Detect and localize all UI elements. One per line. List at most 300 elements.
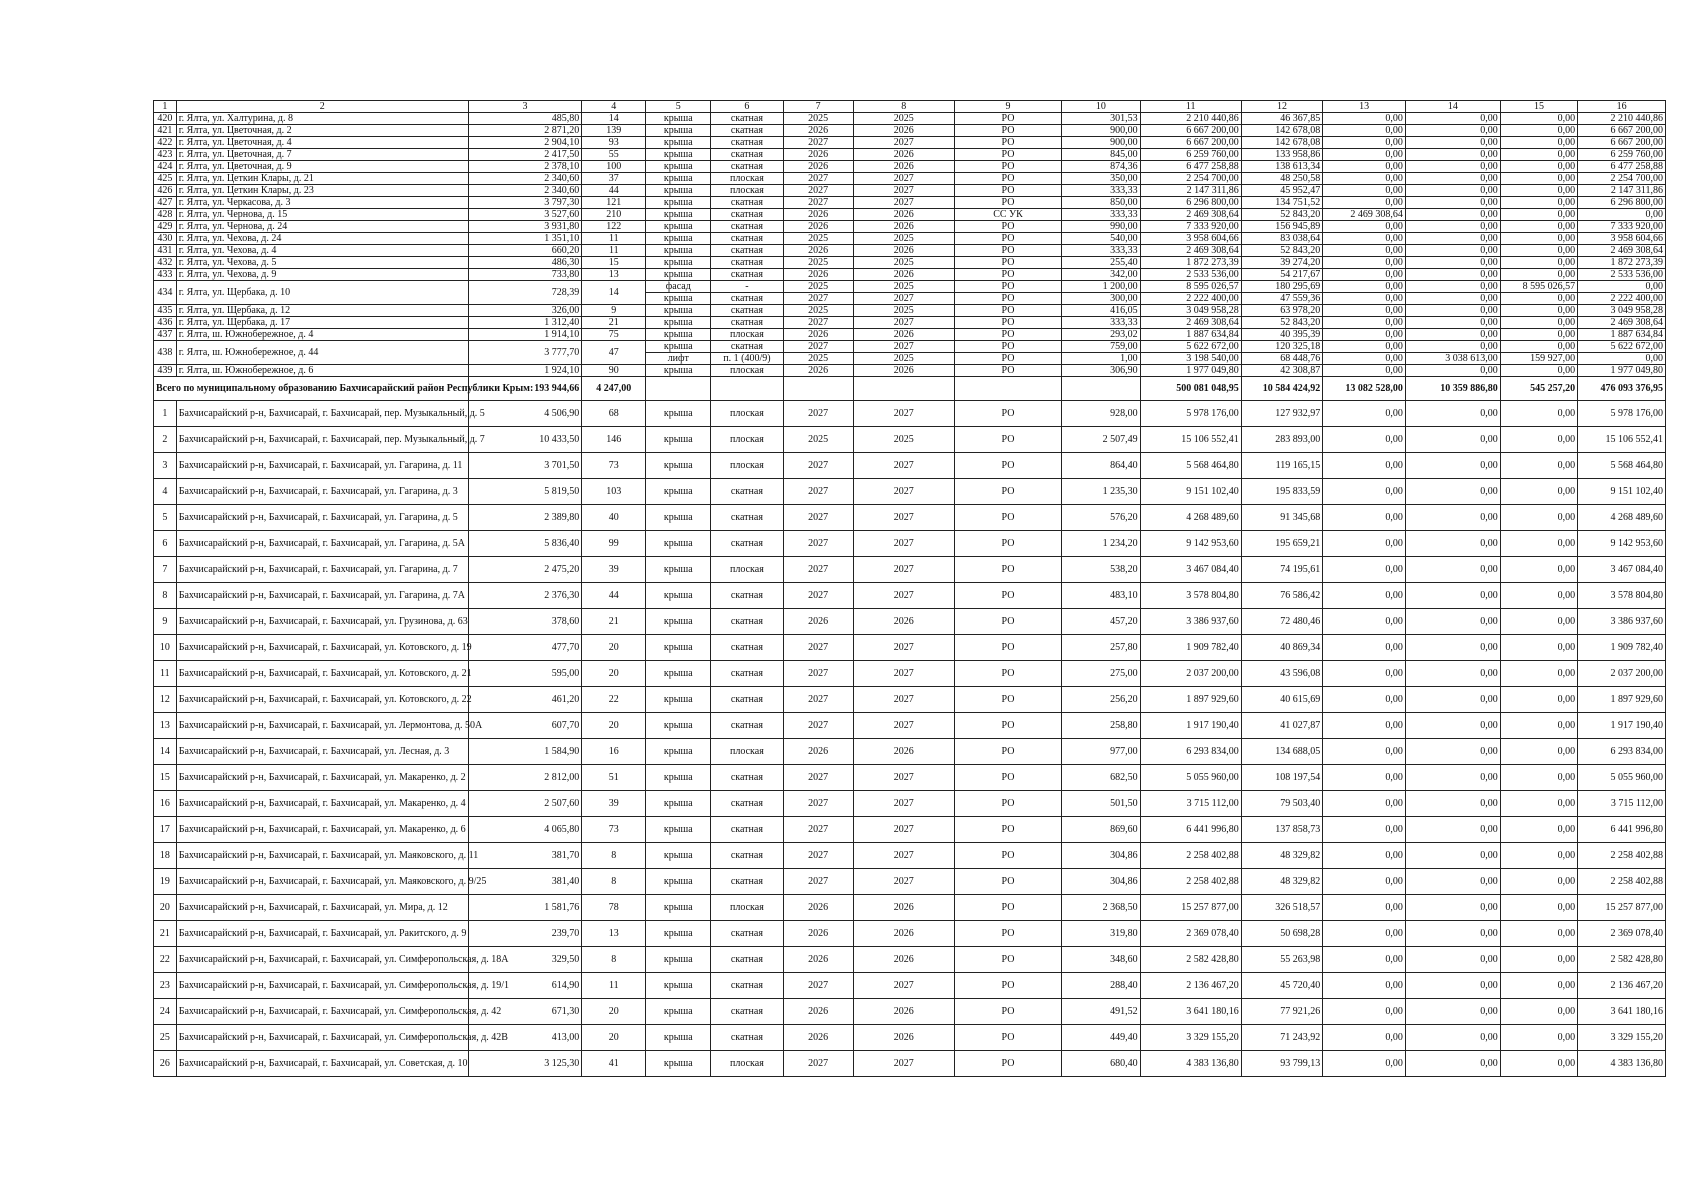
row-number-cell: 436 xyxy=(154,317,177,329)
value-cell-c16: 15 257 877,00 xyxy=(1578,895,1666,921)
row-number-cell: 9 xyxy=(154,609,177,635)
value-cell-c13: 0,00 xyxy=(1323,401,1406,427)
value-cell-c5: крыша xyxy=(646,843,711,869)
value-cell-c15: 0,00 xyxy=(1500,245,1577,257)
row-number-cell: 424 xyxy=(154,161,177,173)
value-cell-c12: 40 869,34 xyxy=(1241,635,1323,661)
value-cell-c9: РО xyxy=(954,233,1061,245)
value-cell-c12: 195 659,21 xyxy=(1241,531,1323,557)
value-cell-c16: 5 622 672,00 xyxy=(1578,341,1666,353)
value-cell-c13: 0,00 xyxy=(1323,305,1406,317)
value-cell-c9: РО xyxy=(954,869,1061,895)
value-cell-c7: 2027 xyxy=(783,197,853,209)
value-cell-c9: РО xyxy=(954,329,1061,341)
value-cell-c7: 2027 xyxy=(783,1051,853,1077)
table-row xyxy=(154,245,1666,257)
value-cell-c5: крыша xyxy=(646,921,711,947)
value-cell-c4: 8 xyxy=(582,947,646,973)
value-cell-c9: РО xyxy=(954,137,1061,149)
empty-cell xyxy=(646,377,711,401)
value-cell-c13: 0,00 xyxy=(1323,583,1406,609)
value-cell-c9: РО xyxy=(954,293,1061,305)
value-cell-c16: 4 383 136,80 xyxy=(1578,1051,1666,1077)
value-cell-c6: плоская xyxy=(711,365,783,377)
value-cell-c8: 2026 xyxy=(853,329,954,341)
total-col13-cell: 13 082 528,00 xyxy=(1323,377,1406,401)
value-cell-c15: 0,00 xyxy=(1500,427,1577,453)
value-cell-c16: 3 329 155,20 xyxy=(1578,1025,1666,1051)
value-cell-c15: 0,00 xyxy=(1500,895,1577,921)
table-row xyxy=(154,365,1666,377)
value-cell-c3: 477,70 xyxy=(468,635,582,661)
value-cell-c6: скатная xyxy=(711,197,783,209)
value-cell-c5: лифт xyxy=(646,353,711,365)
value-cell-c5: крыша xyxy=(646,269,711,281)
value-cell-c14: 0,00 xyxy=(1405,661,1500,687)
value-cell-c14: 0,00 xyxy=(1405,245,1500,257)
table-row xyxy=(154,173,1666,185)
value-cell-c9: РО xyxy=(954,1051,1061,1077)
value-cell-c5: фасад xyxy=(646,281,711,293)
value-cell-c12: 180 295,69 xyxy=(1241,281,1323,293)
value-cell-c15: 0,00 xyxy=(1500,341,1577,353)
empty-cell xyxy=(783,377,853,401)
value-cell-c7: 2025 xyxy=(783,257,853,269)
value-cell-c7: 2026 xyxy=(783,999,853,1025)
table-row xyxy=(154,505,1666,531)
value-cell-c10: 300,00 xyxy=(1062,293,1140,305)
value-cell-c7: 2027 xyxy=(783,505,853,531)
value-cell-c15: 8 595 026,57 xyxy=(1500,281,1577,293)
value-cell-c9: РО xyxy=(954,843,1061,869)
value-cell-c10: 874,36 xyxy=(1062,161,1140,173)
value-cell-c10: 333,33 xyxy=(1062,245,1140,257)
value-cell-c12: 134 751,52 xyxy=(1241,197,1323,209)
value-cell-c4: 39 xyxy=(582,557,646,583)
value-cell-c15: 0,00 xyxy=(1500,713,1577,739)
value-cell-c12: 91 345,68 xyxy=(1241,505,1323,531)
value-cell-c10: 682,50 xyxy=(1062,765,1140,791)
address-cell: г. Ялта, ш. Южнобережное, д. 44 xyxy=(176,341,468,365)
value-cell-c11: 3 641 180,16 xyxy=(1140,999,1241,1025)
value-cell-c16: 4 268 489,60 xyxy=(1578,505,1666,531)
row-number-cell: 438 xyxy=(154,341,177,365)
table-row xyxy=(154,161,1666,173)
value-cell-c5: крыша xyxy=(646,293,711,305)
value-cell-c6: плоская xyxy=(711,895,783,921)
value-cell-c14: 0,00 xyxy=(1405,947,1500,973)
value-cell-c10: 680,40 xyxy=(1062,1051,1140,1077)
value-cell-c16: 9 142 953,60 xyxy=(1578,531,1666,557)
value-cell-c15: 0,00 xyxy=(1500,947,1577,973)
value-cell-c4: 139 xyxy=(582,125,646,137)
value-cell-c7: 2025 xyxy=(783,427,853,453)
value-cell-c14: 0,00 xyxy=(1405,233,1500,245)
value-cell-c4: 13 xyxy=(582,921,646,947)
value-cell-c16: 1 909 782,40 xyxy=(1578,635,1666,661)
row-number-cell: 431 xyxy=(154,245,177,257)
value-cell-c14: 0,00 xyxy=(1405,427,1500,453)
value-cell-c7: 2025 xyxy=(783,305,853,317)
value-cell-c7: 2026 xyxy=(783,221,853,233)
value-cell-c13: 0,00 xyxy=(1323,635,1406,661)
value-cell-c12: 72 480,46 xyxy=(1241,609,1323,635)
value-cell-c3: 378,60 xyxy=(468,609,582,635)
value-cell-c6: плоская xyxy=(711,329,783,341)
value-cell-c10: 333,33 xyxy=(1062,185,1140,197)
table-row xyxy=(154,583,1666,609)
value-cell-c13: 0,00 xyxy=(1323,453,1406,479)
value-cell-c13: 0,00 xyxy=(1323,947,1406,973)
value-cell-c14: 0,00 xyxy=(1405,113,1500,125)
value-cell-c14: 0,00 xyxy=(1405,999,1500,1025)
value-cell-c7: 2027 xyxy=(783,583,853,609)
value-cell-c11: 5 978 176,00 xyxy=(1140,401,1241,427)
column-number-cell: 3 xyxy=(468,101,582,113)
value-cell-c13: 0,00 xyxy=(1323,687,1406,713)
table-row xyxy=(154,1025,1666,1051)
row-number-cell: 439 xyxy=(154,365,177,377)
value-cell-c11: 1 917 190,40 xyxy=(1140,713,1241,739)
value-cell-c11: 3 329 155,20 xyxy=(1140,1025,1241,1051)
table-row xyxy=(154,113,1666,125)
value-cell-c12: 326 518,57 xyxy=(1241,895,1323,921)
value-cell-c10: 977,00 xyxy=(1062,739,1140,765)
address-cell: Бахчисарайский р-н, Бахчисарай, г. Бахчисарай, ул. Маяковского, д. 9/25 xyxy=(176,869,468,895)
value-cell-c6: скатная xyxy=(711,765,783,791)
table-row xyxy=(154,221,1666,233)
value-cell-c3: 3 125,30 xyxy=(468,1051,582,1077)
value-cell-c14: 0,00 xyxy=(1405,269,1500,281)
total-label-cell: Всего по муниципальному образованию Бахчисарайский район Республики Крым: xyxy=(154,377,469,401)
value-cell-c3: 2 340,60 xyxy=(468,185,582,197)
value-cell-c8: 2027 xyxy=(853,401,954,427)
value-cell-c9: РО xyxy=(954,161,1061,173)
value-cell-c3: 733,80 xyxy=(468,269,582,281)
value-cell-c3: 4 506,90 xyxy=(468,401,582,427)
value-cell-c15: 0,00 xyxy=(1500,557,1577,583)
value-cell-c16: 1 897 929,60 xyxy=(1578,687,1666,713)
value-cell-c9: РО xyxy=(954,401,1061,427)
value-cell-c14: 0,00 xyxy=(1405,173,1500,185)
value-cell-c12: 77 921,26 xyxy=(1241,999,1323,1025)
value-cell-c5: крыша xyxy=(646,173,711,185)
value-cell-c8: 2027 xyxy=(853,765,954,791)
value-cell-c13: 0,00 xyxy=(1323,269,1406,281)
value-cell-c8: 2026 xyxy=(853,947,954,973)
value-cell-c6: скатная xyxy=(711,125,783,137)
value-cell-c14: 3 038 613,00 xyxy=(1405,353,1500,365)
value-cell-c15: 0,00 xyxy=(1500,329,1577,341)
value-cell-c3: 461,20 xyxy=(468,687,582,713)
value-cell-c6: скатная xyxy=(711,583,783,609)
value-cell-c4: 40 xyxy=(582,505,646,531)
value-cell-c10: 275,00 xyxy=(1062,661,1140,687)
value-cell-c11: 2 469 308,64 xyxy=(1140,209,1241,221)
value-cell-c13: 0,00 xyxy=(1323,817,1406,843)
table-row xyxy=(154,609,1666,635)
row-number-cell: 11 xyxy=(154,661,177,687)
value-cell-c3: 10 433,50 xyxy=(468,427,582,453)
value-cell-c11: 6 441 996,80 xyxy=(1140,817,1241,843)
value-cell-c7: 2025 xyxy=(783,113,853,125)
value-cell-c12: 40 395,39 xyxy=(1241,329,1323,341)
table-row xyxy=(154,185,1666,197)
value-cell-c3: 326,00 xyxy=(468,305,582,317)
value-cell-c15: 159 927,00 xyxy=(1500,353,1577,365)
value-cell-c6: скатная xyxy=(711,921,783,947)
value-cell-c15: 0,00 xyxy=(1500,221,1577,233)
value-cell-c14: 0,00 xyxy=(1405,583,1500,609)
value-cell-c14: 0,00 xyxy=(1405,257,1500,269)
value-cell-c10: 900,00 xyxy=(1062,125,1140,137)
value-cell-c5: крыша xyxy=(646,427,711,453)
value-cell-c15: 0,00 xyxy=(1500,197,1577,209)
total-col15-cell: 545 257,20 xyxy=(1500,377,1577,401)
value-cell-c12: 93 799,13 xyxy=(1241,1051,1323,1077)
table-row xyxy=(154,305,1666,317)
value-cell-c10: 255,40 xyxy=(1062,257,1140,269)
value-cell-c5: крыша xyxy=(646,661,711,687)
value-cell-c4: 68 xyxy=(582,401,646,427)
value-cell-c16: 3 715 112,00 xyxy=(1578,791,1666,817)
table-row xyxy=(154,281,1666,293)
value-cell-c12: 68 448,76 xyxy=(1241,353,1323,365)
value-cell-c8: 2027 xyxy=(853,635,954,661)
address-cell: Бахчисарайский р-н, Бахчисарай, г. Бахчисарай, ул. Гагарина, д. 11 xyxy=(176,453,468,479)
value-cell-c4: 11 xyxy=(582,973,646,999)
address-cell: Бахчисарайский р-н, Бахчисарай, г. Бахчисарай, пер. Музыкальный, д. 7 xyxy=(176,427,468,453)
value-cell-c11: 3 198 540,00 xyxy=(1140,353,1241,365)
address-cell: г. Ялта, ул. Цветочная, д. 2 xyxy=(176,125,468,137)
value-cell-c14: 0,00 xyxy=(1405,791,1500,817)
value-cell-c5: крыша xyxy=(646,161,711,173)
value-cell-c13: 0,00 xyxy=(1323,921,1406,947)
value-cell-c8: 2026 xyxy=(853,161,954,173)
value-cell-c5: крыша xyxy=(646,305,711,317)
table-row xyxy=(154,791,1666,817)
row-number-cell: 1 xyxy=(154,401,177,427)
table-row xyxy=(154,713,1666,739)
value-cell-c10: 501,50 xyxy=(1062,791,1140,817)
value-cell-c5: крыша xyxy=(646,365,711,377)
value-cell-c3: 2 417,50 xyxy=(468,149,582,161)
value-cell-c7: 2027 xyxy=(783,973,853,999)
value-cell-c3: 3 777,70 xyxy=(468,341,582,365)
value-cell-c12: 46 367,85 xyxy=(1241,113,1323,125)
value-cell-c10: 342,00 xyxy=(1062,269,1140,281)
value-cell-c8: 2027 xyxy=(853,557,954,583)
address-cell: г. Ялта, ул. Щербака, д. 10 xyxy=(176,281,468,305)
address-cell: г. Ялта, ул. Халтурина, д. 8 xyxy=(176,113,468,125)
value-cell-c9: РО xyxy=(954,149,1061,161)
value-cell-c12: 45 952,47 xyxy=(1241,185,1323,197)
value-cell-c13: 2 469 308,64 xyxy=(1323,209,1406,221)
row-number-cell: 428 xyxy=(154,209,177,221)
value-cell-c13: 0,00 xyxy=(1323,125,1406,137)
value-cell-c11: 6 477 258,88 xyxy=(1140,161,1241,173)
value-cell-c4: 39 xyxy=(582,791,646,817)
value-cell-c7: 2027 xyxy=(783,843,853,869)
value-cell-c9: РО xyxy=(954,531,1061,557)
row-number-cell: 2 xyxy=(154,427,177,453)
value-cell-c16: 5 568 464,80 xyxy=(1578,453,1666,479)
value-cell-c15: 0,00 xyxy=(1500,973,1577,999)
value-cell-c14: 0,00 xyxy=(1405,125,1500,137)
value-cell-c13: 0,00 xyxy=(1323,281,1406,293)
value-cell-c5: крыша xyxy=(646,505,711,531)
value-cell-c5: крыша xyxy=(646,791,711,817)
value-cell-c12: 48 329,82 xyxy=(1241,843,1323,869)
value-cell-c16: 2 582 428,80 xyxy=(1578,947,1666,973)
address-cell: г. Ялта, ул. Чехова, д. 5 xyxy=(176,257,468,269)
address-cell: г. Ялта, ул. Цеткин Клары, д. 23 xyxy=(176,185,468,197)
value-cell-c10: 256,20 xyxy=(1062,687,1140,713)
value-cell-c11: 2 258 402,88 xyxy=(1140,843,1241,869)
row-number-cell: 7 xyxy=(154,557,177,583)
value-cell-c9: РО xyxy=(954,257,1061,269)
row-number-cell: 21 xyxy=(154,921,177,947)
row-number-cell: 24 xyxy=(154,999,177,1025)
row-number-cell: 427 xyxy=(154,197,177,209)
value-cell-c11: 2 037 200,00 xyxy=(1140,661,1241,687)
value-cell-c5: крыша xyxy=(646,113,711,125)
value-cell-c5: крыша xyxy=(646,999,711,1025)
empty-cell xyxy=(954,377,1061,401)
row-number-cell: 433 xyxy=(154,269,177,281)
address-cell: г. Ялта, ул. Цветочная, д. 9 xyxy=(176,161,468,173)
value-cell-c7: 2027 xyxy=(783,713,853,739)
value-cell-c10: 576,20 xyxy=(1062,505,1140,531)
value-cell-c7: 2027 xyxy=(783,687,853,713)
value-cell-c3: 671,30 xyxy=(468,999,582,1025)
value-cell-c14: 0,00 xyxy=(1405,209,1500,221)
address-cell: г. Ялта, ул. Щербака, д. 12 xyxy=(176,305,468,317)
value-cell-c3: 595,00 xyxy=(468,661,582,687)
table-body xyxy=(154,101,1666,1077)
value-cell-c10: 258,80 xyxy=(1062,713,1140,739)
value-cell-c6: скатная xyxy=(711,269,783,281)
value-cell-c3: 2 904,10 xyxy=(468,137,582,149)
value-cell-c7: 2026 xyxy=(783,245,853,257)
row-number-cell: 420 xyxy=(154,113,177,125)
value-cell-c8: 2027 xyxy=(853,687,954,713)
value-cell-c9: РО xyxy=(954,973,1061,999)
value-cell-c7: 2027 xyxy=(783,791,853,817)
value-cell-c9: РО xyxy=(954,817,1061,843)
value-cell-c16: 2 210 440,86 xyxy=(1578,113,1666,125)
row-number-cell: 23 xyxy=(154,973,177,999)
value-cell-c10: 928,00 xyxy=(1062,401,1140,427)
value-cell-c3: 1 584,90 xyxy=(468,739,582,765)
value-cell-c16: 0,00 xyxy=(1578,353,1666,365)
value-cell-c11: 2 222 400,00 xyxy=(1140,293,1241,305)
value-cell-c7: 2026 xyxy=(783,895,853,921)
value-cell-c5: крыша xyxy=(646,531,711,557)
row-number-cell: 5 xyxy=(154,505,177,531)
value-cell-c9: РО xyxy=(954,713,1061,739)
value-cell-c13: 0,00 xyxy=(1323,479,1406,505)
value-cell-c7: 2027 xyxy=(783,557,853,583)
value-cell-c16: 2 037 200,00 xyxy=(1578,661,1666,687)
value-cell-c7: 2025 xyxy=(783,233,853,245)
value-cell-c3: 2 475,20 xyxy=(468,557,582,583)
value-cell-c9: РО xyxy=(954,739,1061,765)
table-row xyxy=(154,269,1666,281)
value-cell-c6: скатная xyxy=(711,161,783,173)
row-number-cell: 19 xyxy=(154,869,177,895)
value-cell-c10: 319,80 xyxy=(1062,921,1140,947)
value-cell-c8: 2026 xyxy=(853,895,954,921)
value-cell-c9: РО xyxy=(954,173,1061,185)
value-cell-c10: 333,33 xyxy=(1062,209,1140,221)
row-number-cell: 423 xyxy=(154,149,177,161)
value-cell-c16: 1 977 049,80 xyxy=(1578,365,1666,377)
value-cell-c9: РО xyxy=(954,609,1061,635)
value-cell-c3: 485,80 xyxy=(468,113,582,125)
value-cell-c6: плоская xyxy=(711,453,783,479)
value-cell-c4: 75 xyxy=(582,329,646,341)
value-cell-c11: 3 715 112,00 xyxy=(1140,791,1241,817)
value-cell-c12: 120 325,18 xyxy=(1241,341,1323,353)
value-cell-c5: крыша xyxy=(646,869,711,895)
value-cell-c10: 457,20 xyxy=(1062,609,1140,635)
value-cell-c7: 2026 xyxy=(783,161,853,173)
address-cell: г. Ялта, ул. Чехова, д. 4 xyxy=(176,245,468,257)
value-cell-c9: РО xyxy=(954,999,1061,1025)
value-cell-c11: 6 296 800,00 xyxy=(1140,197,1241,209)
address-cell: г. Ялта, ул. Цветочная, д. 4 xyxy=(176,137,468,149)
column-number-cell: 4 xyxy=(582,101,646,113)
value-cell-c4: 99 xyxy=(582,531,646,557)
table-row xyxy=(154,843,1666,869)
table-row xyxy=(154,329,1666,341)
table-row xyxy=(154,921,1666,947)
value-cell-c4: 20 xyxy=(582,1025,646,1051)
table-row xyxy=(154,1051,1666,1077)
value-cell-c15: 0,00 xyxy=(1500,269,1577,281)
table-row xyxy=(154,453,1666,479)
row-number-cell: 14 xyxy=(154,739,177,765)
table-row xyxy=(154,635,1666,661)
value-cell-c8: 2025 xyxy=(853,113,954,125)
value-cell-c6: скатная xyxy=(711,317,783,329)
address-cell: г. Ялта, ул. Чернова, д. 24 xyxy=(176,221,468,233)
value-cell-c3: 614,90 xyxy=(468,973,582,999)
value-cell-c6: скатная xyxy=(711,869,783,895)
column-number-cell: 1 xyxy=(154,101,177,113)
value-cell-c3: 329,50 xyxy=(468,947,582,973)
value-cell-c13: 0,00 xyxy=(1323,329,1406,341)
value-cell-c4: 44 xyxy=(582,583,646,609)
value-cell-c9: РО xyxy=(954,341,1061,353)
row-number-cell: 3 xyxy=(154,453,177,479)
row-number-cell: 435 xyxy=(154,305,177,317)
table-row xyxy=(154,999,1666,1025)
value-cell-c10: 491,52 xyxy=(1062,999,1140,1025)
value-cell-c8: 2027 xyxy=(853,973,954,999)
value-cell-c7: 2027 xyxy=(783,531,853,557)
value-cell-c8: 2025 xyxy=(853,233,954,245)
value-cell-c12: 79 503,40 xyxy=(1241,791,1323,817)
value-cell-c11: 2 147 311,86 xyxy=(1140,185,1241,197)
repair-program-table xyxy=(153,100,1666,1077)
value-cell-c4: 55 xyxy=(582,149,646,161)
value-cell-c8: 2027 xyxy=(853,713,954,739)
value-cell-c6: скатная xyxy=(711,791,783,817)
value-cell-c11: 4 268 489,60 xyxy=(1140,505,1241,531)
address-cell: г. Ялта, ш. Южнобережное, д. 6 xyxy=(176,365,468,377)
